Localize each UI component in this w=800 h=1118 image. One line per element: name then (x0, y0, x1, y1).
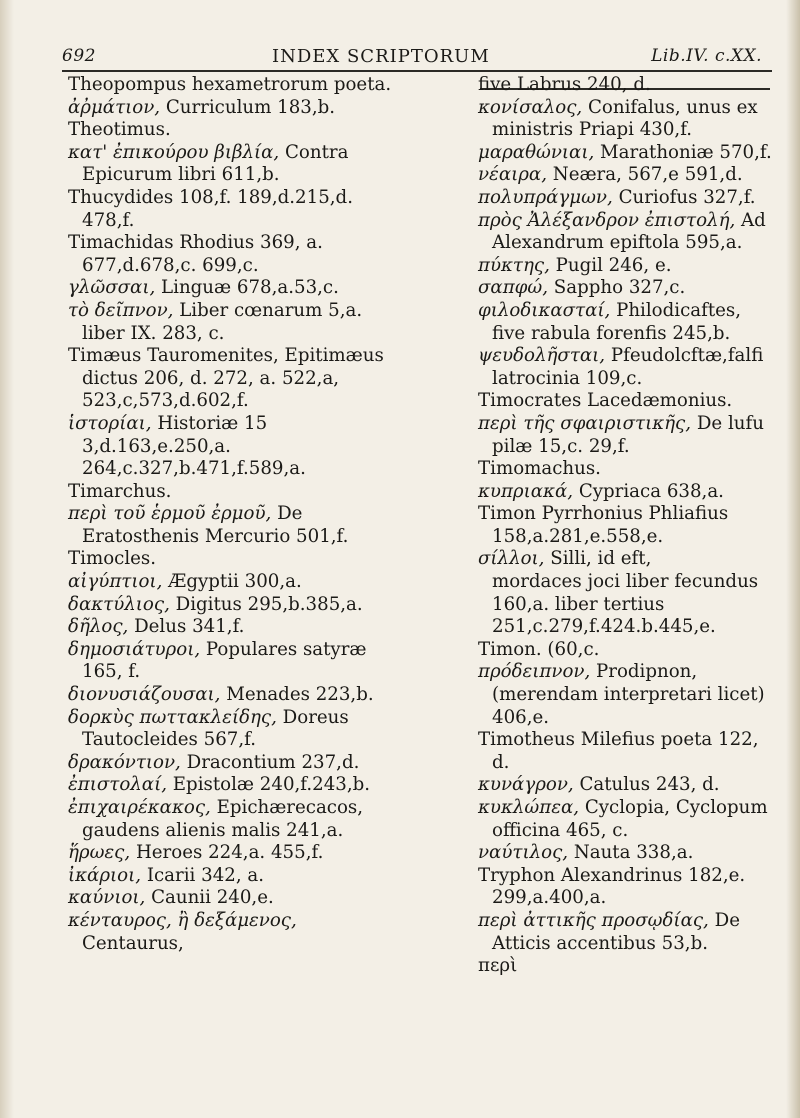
index-entry (478, 481, 790, 504)
right-column (478, 74, 790, 978)
index-entry (68, 752, 413, 775)
entry-text: Epichærecacos, gaudens alienis malis 241,a. (82, 797, 364, 841)
entry-text: Prodipnon, (merendam interpretari licet) 406,e. (492, 661, 765, 728)
index-entry (478, 503, 790, 548)
header-rule (62, 70, 772, 72)
entry-text: Theotimus. (68, 119, 171, 141)
greek-title: περὶ ἀττικῆς προσῳδίας, (478, 909, 709, 931)
page-title: INDEX SCRIPTORUM (272, 46, 490, 67)
entry-text: Sappho 327,c. (548, 277, 686, 299)
entry-text: Timon. (60,c. (478, 638, 600, 660)
index-entry (478, 729, 790, 774)
index-entry (478, 865, 790, 910)
entry-text: Pugil 246, e. (549, 254, 672, 276)
running-header (62, 42, 762, 72)
greek-title: δῆλος, (68, 616, 129, 638)
index-entry (68, 503, 413, 548)
index-entry (68, 774, 413, 797)
index-entry (68, 616, 413, 639)
greek-title: ἐπιχαιρέκακος, (68, 797, 211, 818)
index-entry (68, 548, 413, 571)
index-entry (68, 571, 413, 594)
greek-title: σαπφώ, (478, 277, 548, 299)
greek-title: κατ' ἐπικούρου βιβλία, (68, 141, 280, 163)
entry-text: Marathoniæ 570,f. (594, 141, 772, 163)
entry-text: Curiofus 327,f. (612, 186, 756, 208)
greek-title: πύκτης, (478, 254, 550, 276)
greek-title: κυπριακά, (478, 480, 574, 502)
greek-title: διονυσιάζουσαι, (68, 684, 221, 706)
greek-title: νέαιρα, (478, 164, 547, 186)
index-entry (478, 142, 790, 165)
entry-text: De Eratosthenis Mercurio 501,f. (82, 503, 349, 547)
greek-title: μαραθώνιαι, (478, 141, 595, 163)
entry-text: Caunii 240,e. (145, 887, 274, 909)
entry-text: Neæra, 567,e 591,d. (547, 164, 743, 186)
greek-title: περὶ τῆς σφαιριστικῆς, (478, 412, 692, 434)
greek-title: κονίσαλος, (478, 96, 583, 118)
index-entry (478, 842, 790, 865)
greek-title: κένταυρος, ἢ δεξάμενος, (68, 909, 297, 931)
entry-text: Nauta 338,a. (568, 842, 694, 864)
entry-text: Cyclopia, Cyclopum officina 465, c. (492, 797, 768, 841)
entry-text: Tryphon Alexandrinus 182,e. 299,a.400,a. (478, 864, 746, 909)
index-entry (478, 390, 790, 413)
index-entry (68, 887, 413, 910)
entry-text: Menades 223,b. (220, 684, 374, 706)
entry-text: De lufu pilæ 15,c. 29,f. (492, 412, 764, 457)
entry-text: Contra Epicurum libri 611,b. (82, 141, 349, 186)
entry-text: De Atticis accentibus 53,b. (492, 909, 740, 954)
entry-text: Delus 341,f. (128, 616, 245, 638)
greek-title: κυνάγρον, (478, 774, 574, 796)
entry-text: Curriculum 183,b. (160, 96, 336, 118)
greek-title: ναύτιλος, (478, 842, 569, 864)
greek-title: δημοσιάτυροι, (68, 638, 201, 660)
index-entry (478, 210, 790, 255)
greek-title: πολυπράγμων, (478, 186, 613, 208)
index-entry (68, 707, 413, 752)
greek-title: αἰγύπτιοι, (68, 571, 163, 593)
greek-title: κυκλώπεα, (478, 797, 580, 818)
entry-text: περὶ (478, 955, 518, 977)
index-entry (478, 458, 790, 481)
greek-title: περὶ τοῦ ἑρμοῦ ἐρμοῦ, (68, 503, 272, 525)
entry-text: Timocles. (68, 548, 157, 570)
entry-text: Cypriaca 638,a. (573, 480, 724, 502)
index-entry (68, 97, 413, 120)
index-entry (478, 277, 790, 300)
index-entry (68, 797, 413, 842)
greek-title: ἱστορίαι, (68, 412, 152, 434)
index-entry (478, 639, 790, 662)
greek-title: καύνιοι, (68, 887, 146, 909)
index-entry (478, 413, 790, 458)
page-number: 692 (62, 46, 96, 66)
entry-text: Digitus 295,b.385,a. (169, 593, 363, 615)
entry-text: Ad Alexandrum epiftola 595,a. (492, 209, 766, 254)
entry-text: Doreus Tautocleides 567,f. (82, 706, 349, 751)
index-entry (68, 684, 413, 707)
index-entry (68, 594, 413, 617)
greek-title: πρὸς Ἀλέξανδρον ἐπιστολή, (478, 209, 736, 231)
greek-title: ἀῤμάτιον, (68, 96, 161, 118)
greek-title: δακτύλιος, (68, 593, 170, 615)
index-entry (478, 774, 790, 797)
index-entry (68, 865, 413, 888)
index-entry (478, 955, 790, 978)
index-entry (68, 842, 413, 865)
index-entry (478, 661, 790, 729)
index-entry (68, 232, 413, 277)
greek-title: δορκὺς πωττακλείδης, (68, 706, 277, 728)
greek-title: ψευδολῆσται, (478, 345, 606, 367)
index-entry (478, 300, 790, 345)
entry-text: Catulus 243, d. (573, 774, 720, 796)
entry-text: Timarchus. (68, 480, 172, 502)
entry-text: Ægyptii 300,a. (162, 571, 302, 593)
greek-title: φιλοδικασταί, (478, 299, 611, 321)
left-column (68, 74, 413, 955)
entry-text: Timomachus. (478, 458, 601, 480)
index-entry (68, 277, 413, 300)
index-entry (478, 797, 790, 842)
book-reference: Lib.IV. c.XX. (651, 46, 762, 66)
entry-text: Timachidas Rhodius 369, a. 677,d.678,c. 699,c. (68, 232, 323, 276)
index-entry (68, 413, 413, 481)
index-entry (68, 345, 413, 413)
index-entry (68, 74, 413, 97)
entry-text: Timon Pyrrhonius Phliafius 158,a.281,e.558,e. (478, 503, 729, 547)
entry-text: Historiæ 15 3,d.163,e.250,a. 264,c.327,b.471,f.589,a. (82, 412, 306, 480)
greek-title: πρόδειπνον, (478, 661, 591, 683)
index-entry (478, 548, 790, 638)
entry-text: Timotheus Milefius poeta 122, d. (478, 729, 759, 773)
index-entry (478, 345, 790, 390)
index-entry (68, 910, 413, 955)
entry-text: Conifalus, unus ex ministris Priapi 430,f. (492, 96, 758, 141)
greek-title: σίλλοι, (478, 548, 545, 570)
greek-title: δρακόντιον, (68, 751, 181, 773)
index-entry (478, 74, 790, 97)
index-entry (478, 97, 790, 142)
entry-text: Pfeudolcftæ,falfi latrocinia 109,c. (492, 345, 764, 389)
index-entry (478, 910, 790, 955)
entry-text: Theopompus hexametrorum poeta. (68, 74, 392, 95)
entry-text: Epistolæ 240,f.243,b. (167, 774, 371, 796)
index-entry (68, 119, 413, 142)
index-entry (478, 164, 790, 187)
greek-title: ἰκάριοι, (68, 864, 142, 886)
greek-title: ἐπιστολαί, (68, 774, 167, 796)
index-entry (478, 187, 790, 210)
entry-text: Icarii 342, a. (141, 864, 265, 886)
greek-title: τὸ δεῖπνον, (68, 299, 174, 321)
page-edge-left (0, 0, 14, 1118)
entry-text: Linguæ 678,a.53,c. (155, 277, 339, 299)
index-entry (68, 639, 413, 684)
index-entry (68, 142, 413, 187)
entry-text: Philodicaftes, five rabula forenfis 245,b. (492, 299, 742, 344)
entry-text: Timocrates Lacedæmonius. (478, 390, 733, 412)
entry-text: Heroes 224,a. 455,f. (130, 842, 324, 864)
index-entry (68, 187, 413, 232)
index-entry (68, 481, 413, 504)
entry-text: Centaurus, (82, 932, 184, 954)
entry-text: Timæus Tauromenites, Epitimæus dictus 206, d. 272, a. 522,a, 523,c,573,d.602,f. (68, 345, 384, 412)
index-entry (478, 255, 790, 278)
entry-text: Silli, id eft, mordaces joci liber fecundus 160,a. liber tertius 251,c.279,f.424.b.445,e. (492, 548, 759, 638)
entry-text: Dracontium 237,d. (180, 751, 360, 773)
greek-title: ἥρωες, (68, 842, 131, 864)
entry-text: Populares satyræ 165, f. (82, 638, 367, 683)
entry-text: five Labrus 240, d. (478, 74, 651, 95)
entry-text: Liber cœnarum 5,a. liber IX. 283, c. (82, 299, 363, 344)
entry-text: Thucydides 108,f. 189,d.215,d. 478,f. (68, 186, 353, 231)
index-entry (68, 300, 413, 345)
greek-title: γλῶσσαι, (68, 277, 156, 299)
